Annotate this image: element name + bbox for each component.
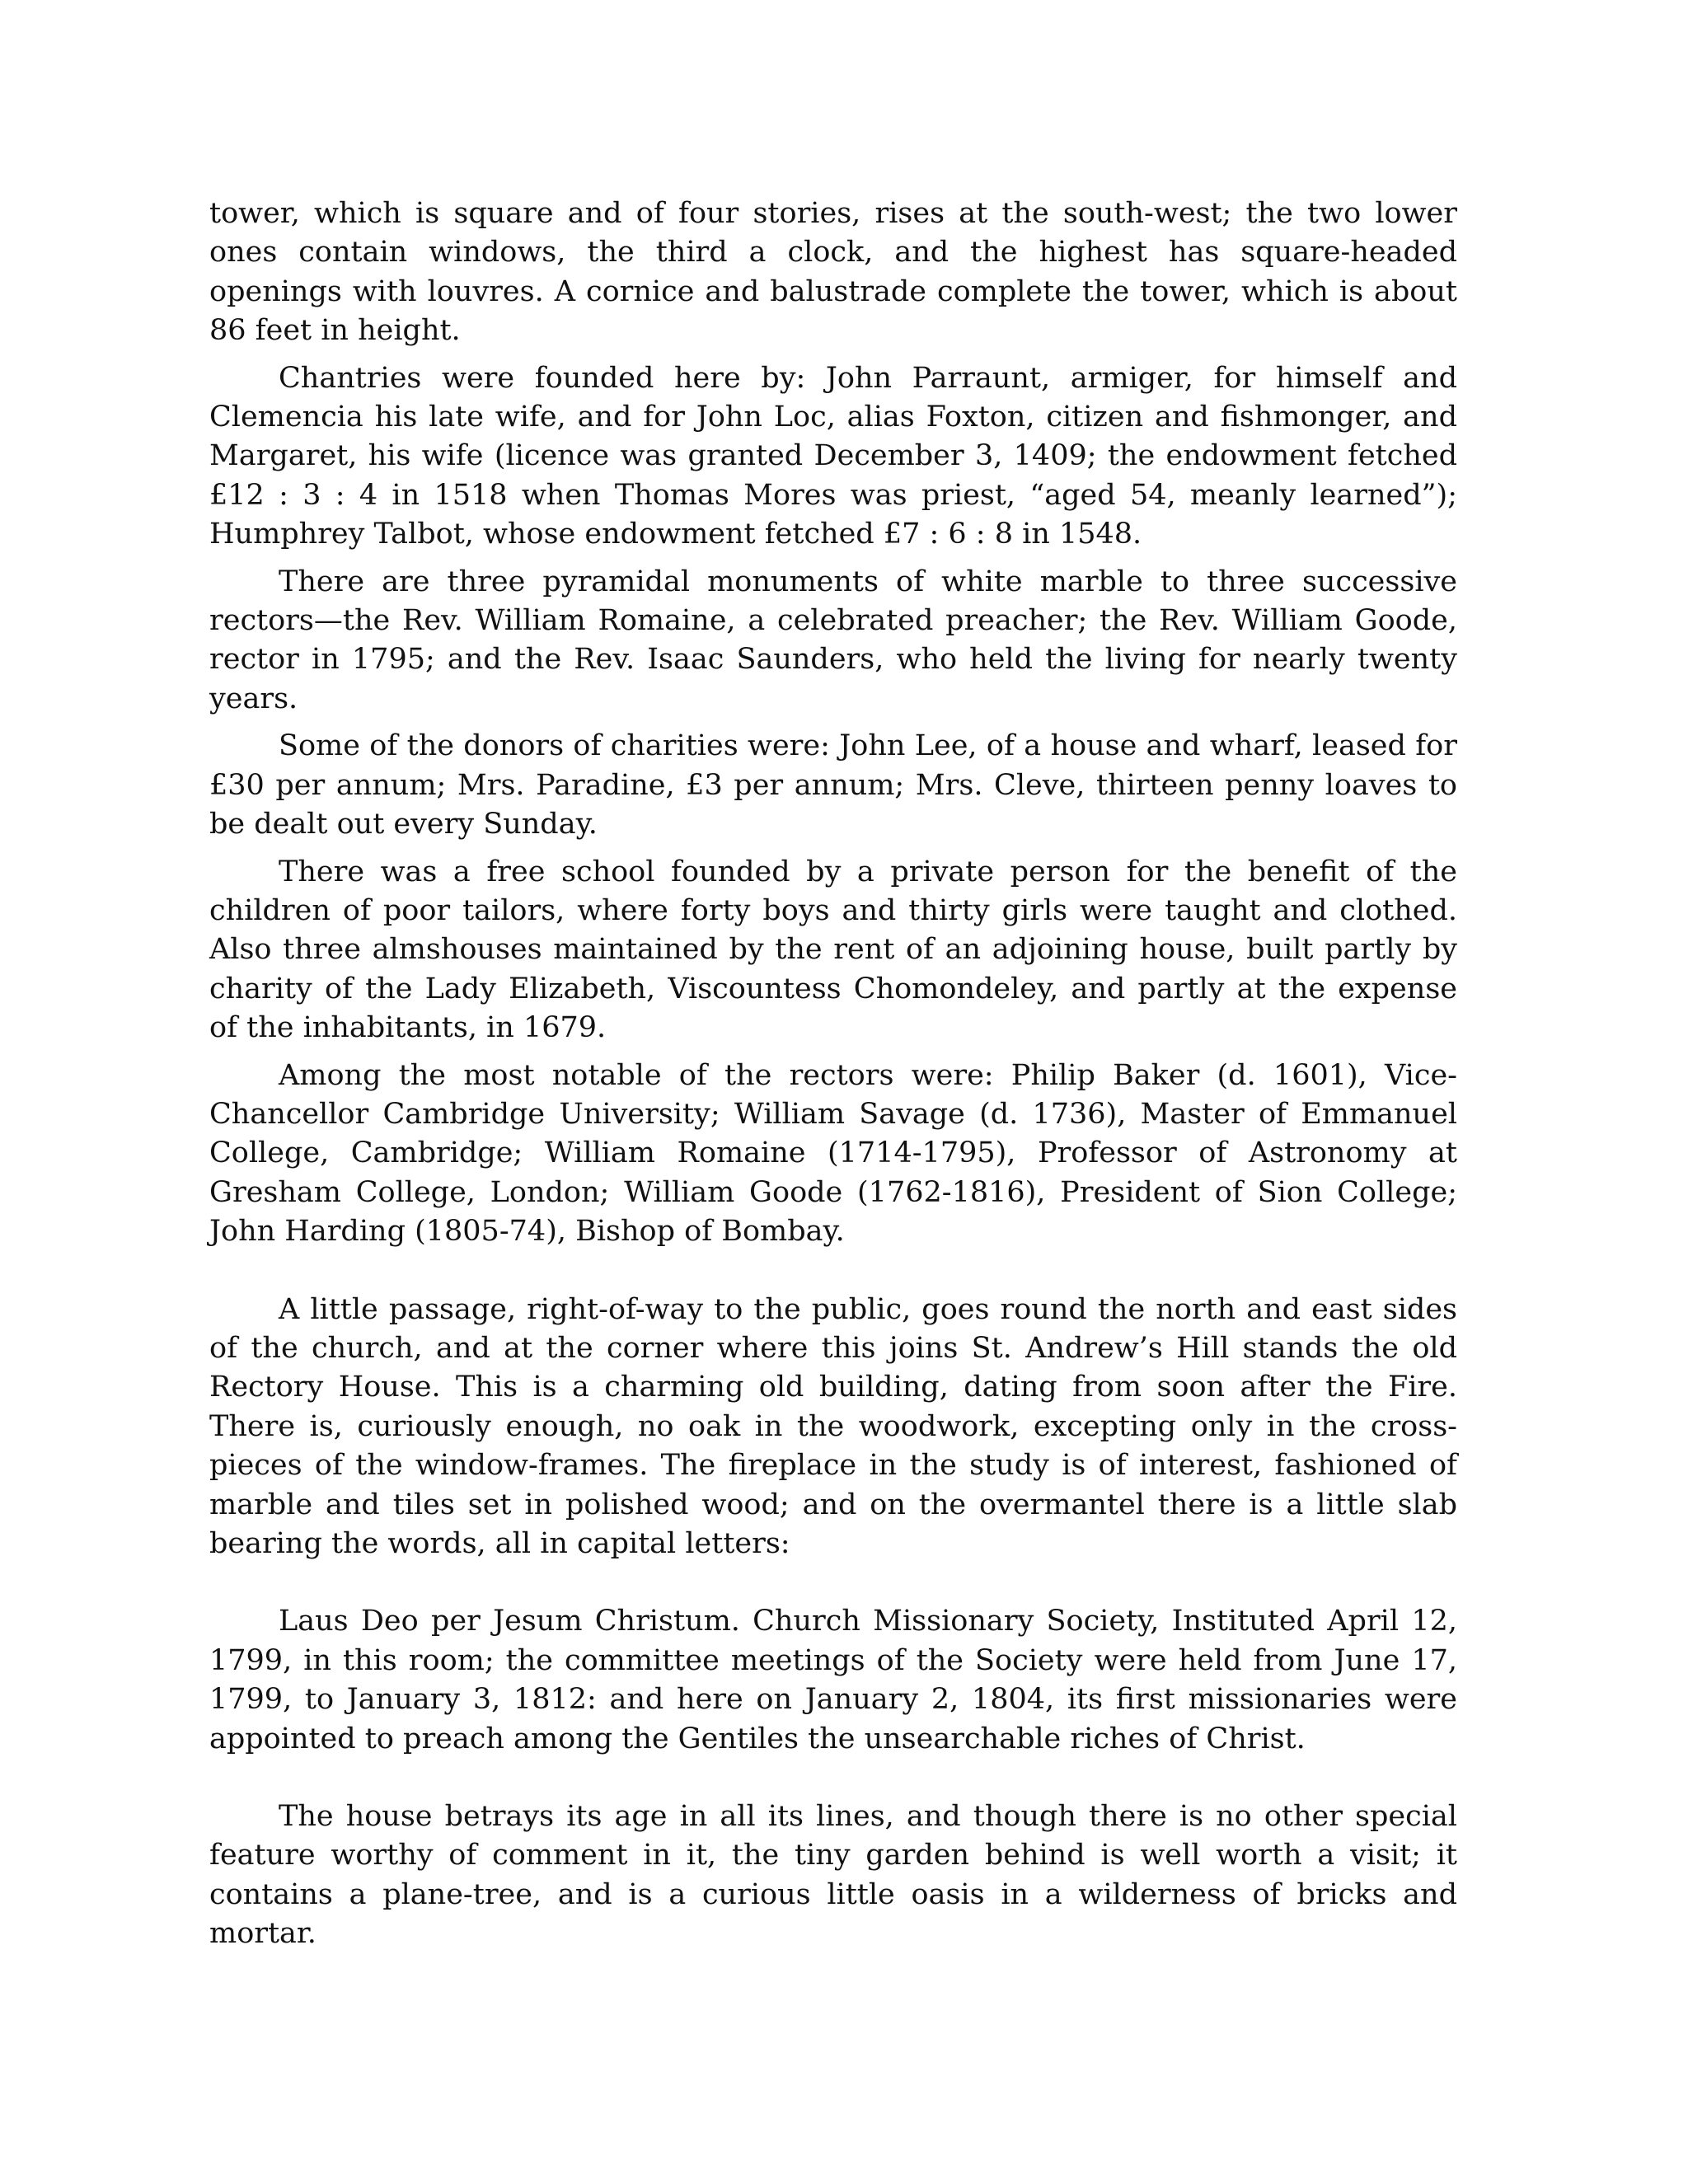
paragraph-chantries: Chantries were founded here by: John Parraunt, armiger, for himself and Clemencia his late wife, and for John Loc, alias Foxton, citizen and fishmonger, and Margaret, his wife (licence was granted December 3, 1409; the endowment fetched £12 : 3 : 4 in 1518 when Thomas Mores was priest, “aged 54, meanly learned”); Humphrey Talbot, whose endowment fetched £7 : 6 : 8 in 1548. — [209, 361, 1457, 551]
paragraph-charities: Some of the donors of charities were: John Lee, of a house and wharf, leased for £30 per annum; Mrs. Paradine, £3 per annum; Mrs. Cleve, thirteen penny loaves to be dealt out every Sunday. — [209, 729, 1457, 841]
paragraph-garden: The house betrays its age in all its lines, and though there is no other special feature worthy of comment in it, the tiny garden behind is well worth a visit; it contains a plane-tree, and is a curious little oasis in a wilderness of bricks and mortar. — [209, 1800, 1457, 1951]
document-page — [209, 194, 1457, 1954]
paragraph-tower: tower, which is square and of four stories, rises at the south-west; the two lower ones contain windows, the third a clock, and the highest has square-headed openings with louvres. A cornice and balustrade complete the tower, which is about 86 feet in height. — [209, 197, 1457, 348]
paragraph-free-school: There was a free school founded by a private person for the benefit of the children of poor tailors, where forty boys and thirty girls were taught and clothed. Also three almshouses maintained by the rent of an adjoining house, built partly by charity of the Lady Elizabeth, Viscountess Chomondeley, and partly at the expense of the inhabitants, in 1679. — [209, 855, 1457, 1045]
paragraph-rectory-house: A little passage, right-of-way to the public, goes round the north and east sides of the church, and at the corner where this joins St. Andrew’s Hill stands the old Rectory House. This is a charming old building, dating from soon after the Fire. There is, curiously enough, no oak in the woodwork, excepting only in the cross-pieces of the window-frames. The fireplace in the study is of interest, fashioned of marble and tiles set in polished wood; and on the overmantel there is a little slab bearing the words, all in capital letters: — [209, 1292, 1457, 1560]
paragraph-rectors: Among the most notable of the rectors were: Philip Baker (d. 1601), Vice-Chancellor Cambridge University; William Savage (d. 1736), Master of Emmanuel College, Cambridge; William Romaine (1714-1795), Professor of Astronomy at Gresham College, London; William Goode (1762-1816), President of Sion College; John Harding (1805-74), Bishop of Bombay. — [209, 1058, 1457, 1249]
paragraph-monuments: There are three pyramidal monuments of white marble to three successive rectors—the Rev. William Romaine, a celebrated preacher; the Rev. William Goode, rector in 1795; and the Rev. Isaac Saunders, who held the living for nearly twenty years. — [209, 565, 1457, 715]
paragraph-inscription: Laus Deo per Jesum Christum. Church Missionary Society, Instituted April 12, 1799, in this room; the committee meetings of the Society were held from June 17, 1799, to January 3, 1812: and here on January 2, 1804, its first missionaries were appointed to preach among the Gentiles the unsearchable riches of Christ. — [209, 1605, 1457, 1755]
